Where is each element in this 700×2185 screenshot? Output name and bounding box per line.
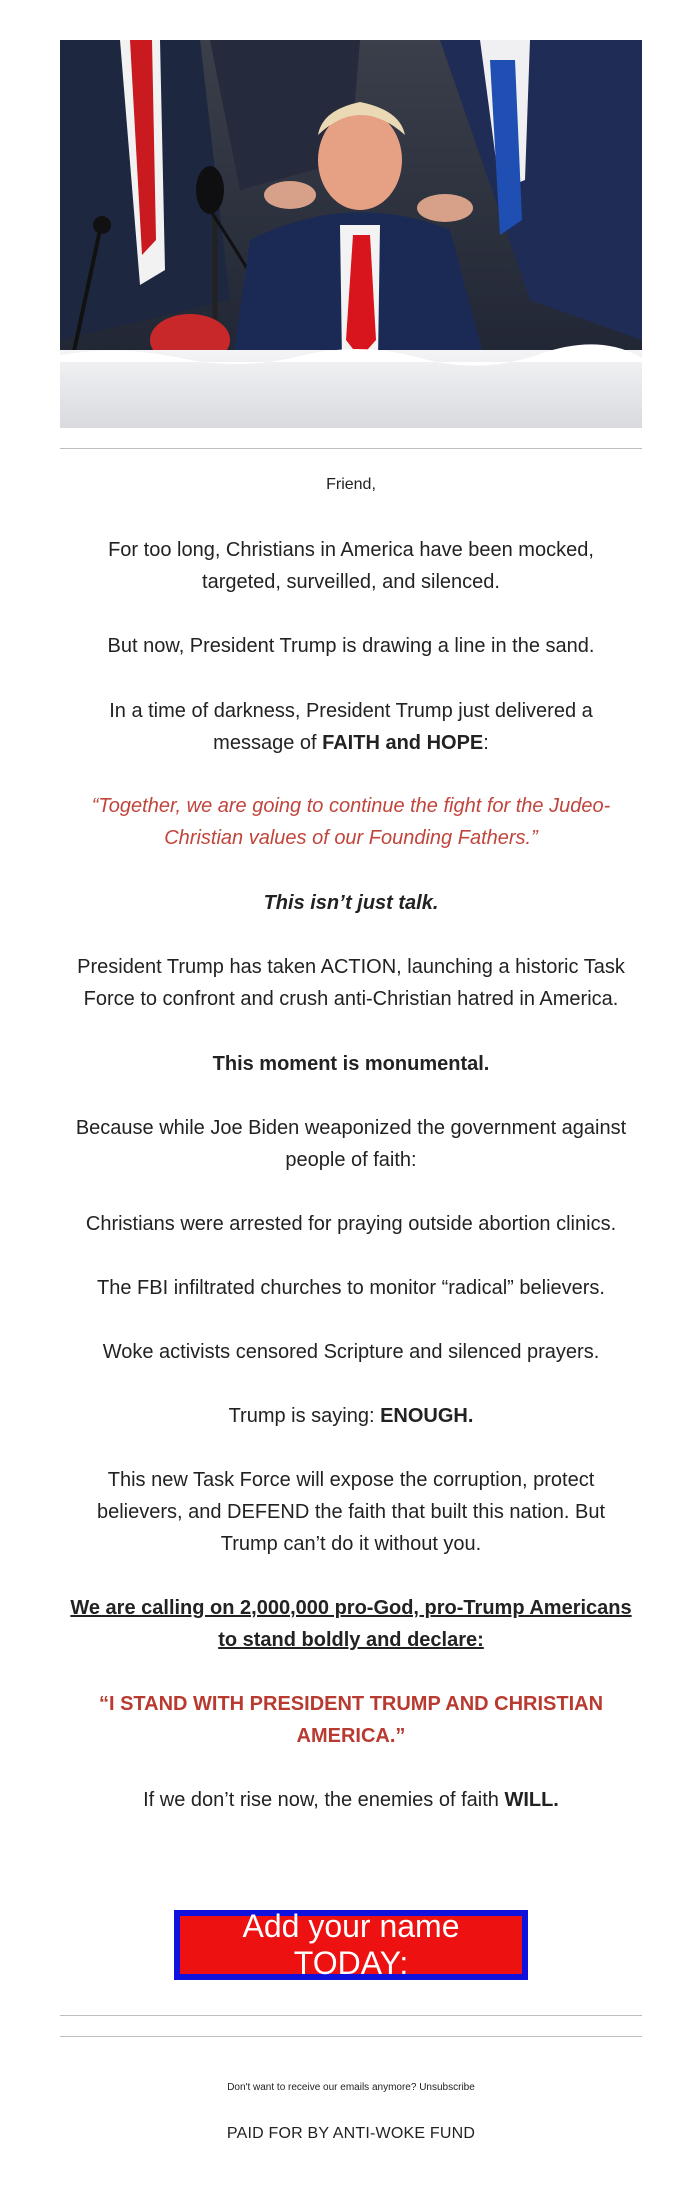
hero-image (60, 40, 642, 428)
faith-hope-emphasis: FAITH and HOPE (322, 732, 484, 754)
footer-divider-bottom (60, 2036, 642, 2037)
unsubscribe-link[interactable]: Unsubscribe (419, 2082, 475, 2093)
biden-paragraph: Because while Joe Biden weaponized the government against people of faith: (75, 1117, 627, 1171)
unsubscribe-line (60, 2082, 642, 2093)
faith-hope-paragraph (70, 695, 632, 759)
enough-paragraph (70, 1400, 632, 1432)
fbi-paragraph: The FBI infiltrated churches to monitor “radical” believers. (97, 1277, 605, 1299)
rise-now-text: If we don’t rise now, the enemies of faith (143, 1789, 505, 1811)
greeting: Friend, (326, 476, 376, 493)
woke-activists-paragraph: Woke activists censored Scripture and silenced prayers. (102, 1341, 600, 1363)
line-in-sand-paragraph: But now, President Trump is drawing a line in the sand. (107, 635, 595, 657)
add-your-name-button[interactable]: Add your name TODAY: (180, 1916, 522, 1974)
faith-hope-text: In a time of darkness, President Trump just delivered a message of (109, 700, 593, 754)
rise-now-emphasis: WILL. (504, 1789, 559, 1811)
monumental-heading: This moment is monumental. (212, 1053, 490, 1075)
enough-emphasis: ENOUGH. (380, 1405, 474, 1427)
enough-text: Trump is saying: (228, 1405, 381, 1427)
faith-hope-colon: : (483, 732, 489, 754)
new-task-force-paragraph: This new Task Force will expose the corruption, protect believers, and DEFEND the faith that built this nation. But Trump can’t do it without you. (96, 1469, 606, 1555)
footer-divider-top (60, 2015, 642, 2016)
not-just-talk: This isn’t just talk. (263, 892, 439, 914)
abortion-clinic-paragraph: Christians were arrested for praying outside abortion clinics. (85, 1213, 617, 1235)
trump-quote: “Together, we are going to continue the fight for the Judeo-Christian values of our Founding Fathers.” (91, 795, 611, 849)
calling-paragraph: We are calling on 2,000,000 pro-God, pro-Trump Americans to stand boldly and declare: (70, 1597, 632, 1651)
divider (60, 448, 642, 449)
intro-paragraph: For too long, Christians in America have been mocked, targeted, surveilled, and silenced. (108, 539, 594, 593)
task-force-paragraph: President Trump has taken ACTION, launching a historic Task Force to confront and crush anti-Christian hatred in America. (77, 956, 625, 1010)
cta-frame (174, 1910, 528, 1980)
rise-now-paragraph (70, 1784, 632, 1816)
paid-for-disclaimer: PAID FOR BY ANTI-WOKE FUND (226, 2125, 476, 2142)
unsubscribe-text: Don't want to receive our emails anymore? (227, 2082, 420, 2093)
declaration: “I STAND WITH PRESIDENT TRUMP AND CHRISTIAN AMERICA.” (98, 1693, 604, 1747)
